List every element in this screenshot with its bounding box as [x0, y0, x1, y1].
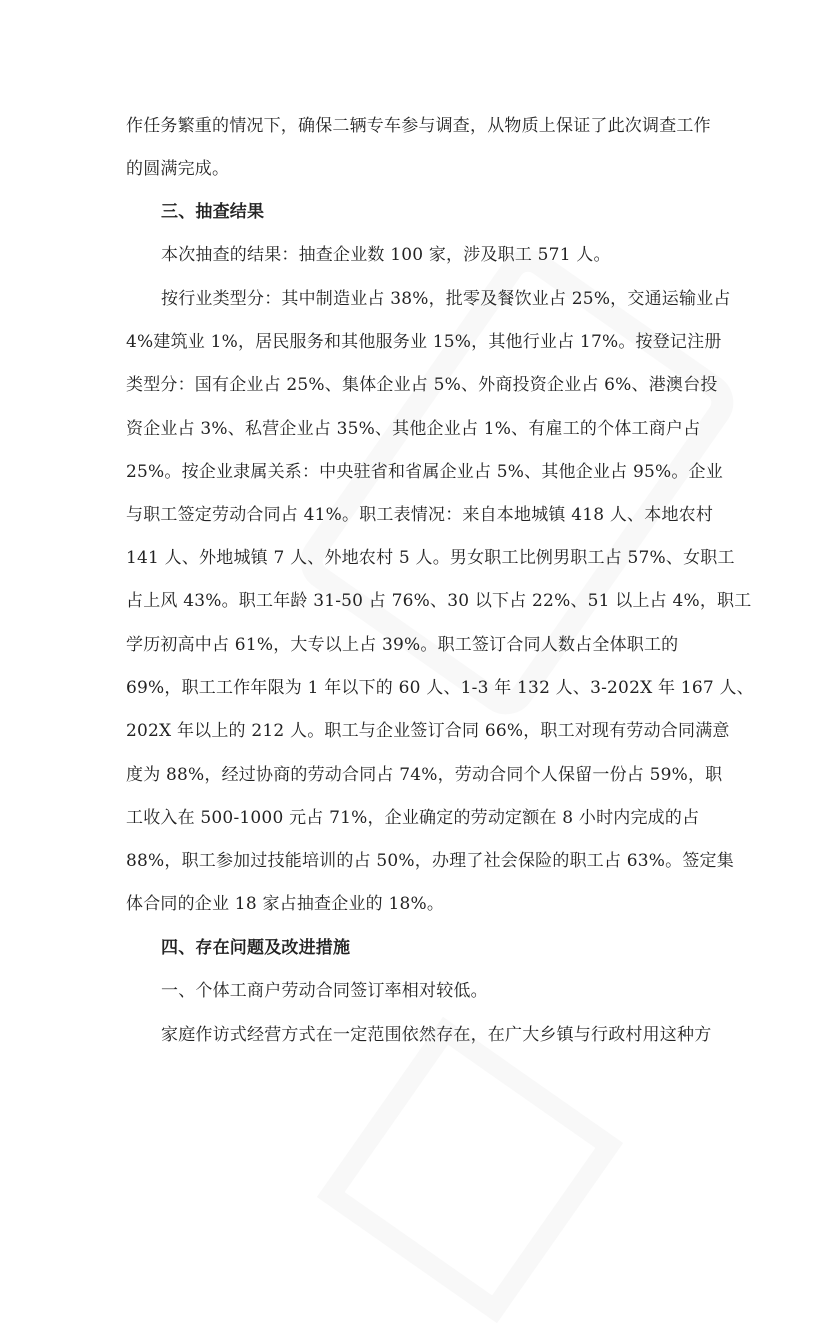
text-line: 一、个体工商户劳动合同签订率相对较低。 — [161, 981, 488, 1001]
text-line: 类型分：国有企业占 25%、集体企业占 5%、外商投资企业占 6%、港澳台投 — [126, 375, 718, 395]
text-line: 资企业占 3%、私营企业占 35%、其他企业占 1%、有雇工的个体工商户占 — [126, 419, 701, 439]
text-line: 202X 年以上的 212 人。职工与企业签订合同 66%，职工对现有劳动合同满意 — [126, 721, 730, 741]
text-line: 的圆满完成。 — [126, 159, 230, 179]
text-line: 家庭作访式经营方式在一定范围依然存在，在广大乡镇与行政村用这种方 — [161, 1025, 712, 1045]
text-line: 本次抽查的结果：抽查企业数 100 家，涉及职工 571 人。 — [161, 245, 611, 265]
section-heading: 四、存在问题及改进措施 — [161, 938, 351, 958]
text-line: 按行业类型分：其中制造业占 38%，批零及餐饮业占 25%，交通运输业占 — [161, 289, 731, 309]
text-line: 141 人、外地城镇 7 人、外地农村 5 人。男女职工比例男职工占 57%、女职工 — [126, 548, 735, 568]
text-line: 占上风 43%。职工年龄 31-50 占 76%、30 以下占 22%、51 以上占 4%，职工 — [126, 591, 752, 611]
text-line: 88%，职工参加过技能培训的占 50%，办理了社会保险的职工占 63%。签定集 — [126, 851, 734, 871]
text-line: 69%，职工工作年限为 1 年以下的 60 人、1-3 年 132 人、3-202X 年 167 人、 — [126, 678, 754, 698]
text-line: 4%建筑业 1%，居民服务和其他服务业 15%，其他行业占 17%。按登记注册 — [126, 332, 722, 352]
text-line: 25%。按企业隶属关系：中央驻省和省属企业占 5%、其他企业占 95%。企业 — [126, 462, 723, 482]
text-line: 体合同的企业 18 家占抽查企业的 18%。 — [126, 894, 445, 914]
text-line: 工收入在 500-1000 元占 71%，企业确定的劳动定额在 8 小时内完成的占 — [126, 808, 700, 828]
section-heading: 三、抽查结果 — [161, 202, 265, 222]
text-line: 作任务繁重的情况下，确保二辆专车参与调查，从物质上保证了此次调查工作 — [126, 116, 711, 136]
text-line: 学历初高中占 61%，大专以上占 39%。职工签订合同人数占全体职工的 — [126, 635, 679, 655]
watermark — [317, 1017, 623, 1323]
text-line: 度为 88%，经过协商的劳动合同占 74%，劳动合同个人保留一份占 59%，职 — [126, 765, 723, 785]
text-line: 与职工签定劳动合同占 41%。职工表情况：来自本地城镇 418 人、本地农村 — [126, 505, 714, 525]
